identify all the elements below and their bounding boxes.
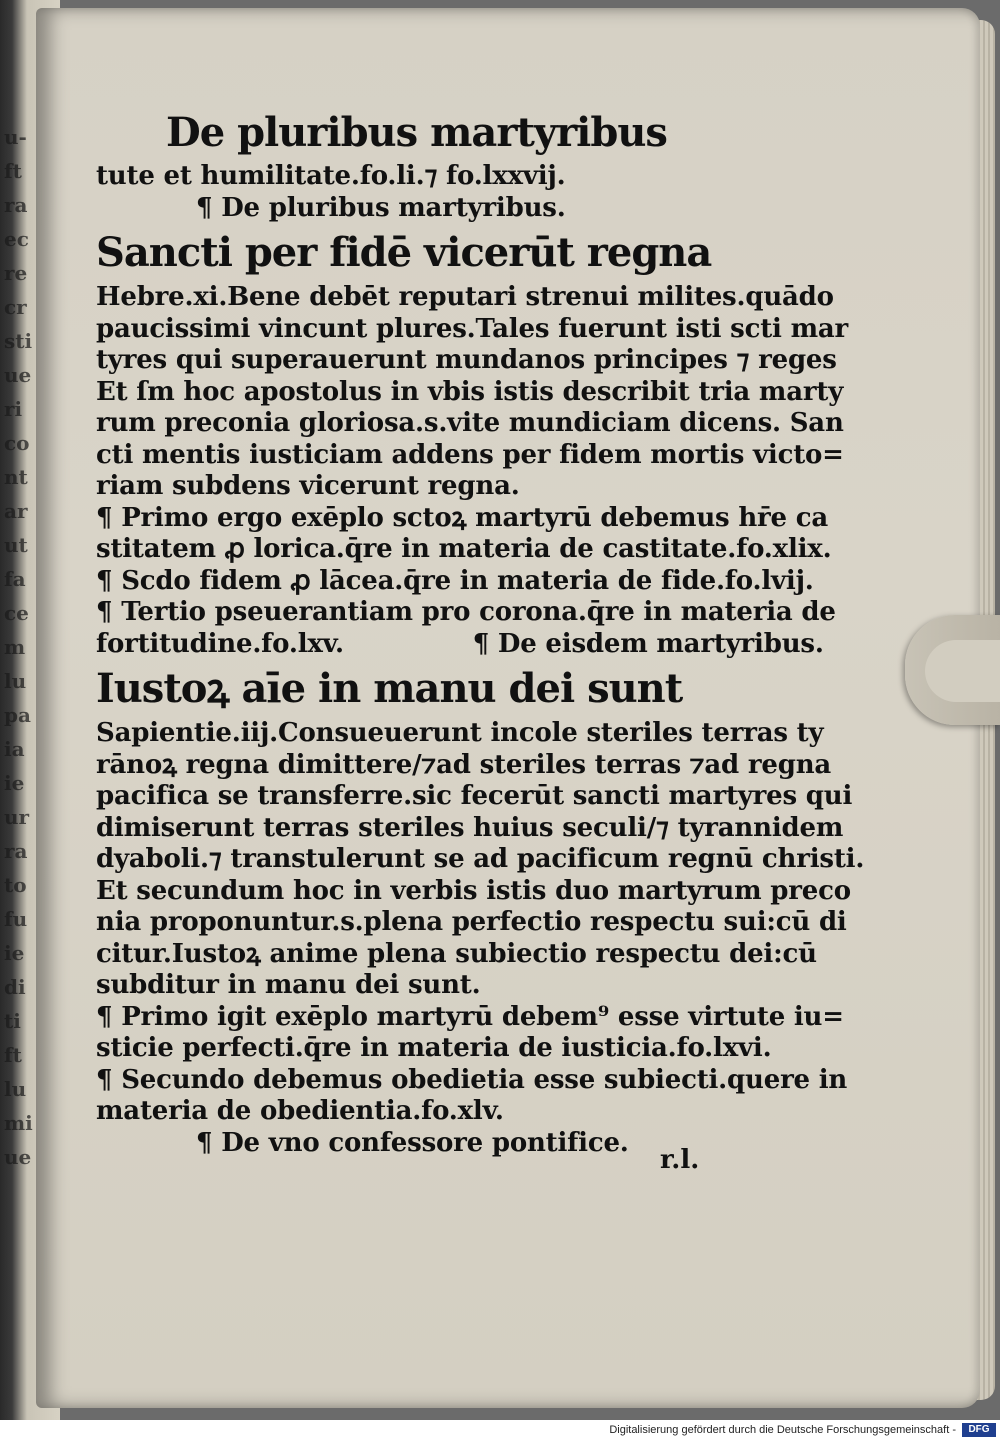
text-line: tyres qui superauerunt mundanos principes ⁊ reges — [96, 345, 837, 375]
text-line — [96, 628, 824, 661]
text-line: tute et humilitate.fo.li.⁊ fo.lxxvij. — [96, 161, 566, 191]
text-line: rānoꝝ regna dimittere/⁊ad steriles terras ⁊ad regna — [96, 749, 832, 780]
footer-bar — [0, 1420, 1000, 1441]
text-line: Hebre.xi.Bene debēt reputari strenui milites.quādo — [96, 282, 834, 312]
text-line: ¶ Tertio pseuerantiam pro corona.q̄re in materia de — [96, 597, 836, 627]
text-line: materia de obedientia.fo.xlv. — [96, 1096, 504, 1126]
text-line: dimiserunt terras steriles huius seculi/⁊ tyrannidem — [96, 812, 844, 843]
section-heading: ¶ De vno confessore pontifice. — [196, 1127, 629, 1158]
text-line: ¶ Primo ergo exēplo sctoꝝ martyrū debemus hr̄e ca — [96, 502, 829, 533]
text-line: Sapientie.iij.Consueuerunt incole steriles terras ty — [96, 718, 824, 748]
text-line-part: fortitudine.fo.lxv. — [96, 628, 344, 659]
book-clasp-inner — [925, 640, 1000, 702]
incipit-heading: Sancti per fidē vicerūt regna — [96, 229, 712, 276]
text-line: dyaboli.⁊ transtulerunt se ad pacificum regnū christi. — [96, 844, 865, 874]
text-line: stitatem ꝓ lorica.q̄re in materia de castitate.fo.xlix. — [96, 534, 832, 564]
text-line: Et ſm hoc apostolus in vbis istis describit tria marty — [96, 376, 844, 407]
page-text — [96, 105, 865, 1159]
text-line: nia proponuntur.s.plena perfectio respectu sui:cū di — [96, 907, 847, 937]
section-heading: ¶ De pluribus martyribus. — [196, 192, 566, 223]
text-line: rum preconia gloriosa.s.vite mundiciam dicens. San — [96, 408, 844, 438]
text-line: ¶ Scdo fidem ꝓ lācea.q̄re in materia de fide.fo.lvij. — [96, 565, 814, 596]
text-line: paucissimi vincunt plures.Tales fuerunt isti scti mar — [96, 313, 849, 344]
section-heading: ¶ De eisdem martyribus. — [472, 628, 824, 659]
text-line: pacifica se transferre.sic fecerūt sancti martyres qui — [96, 781, 853, 811]
left-page-text-fragments: u- ft ra ec re cr sti ue ri co nt ar ut fa ce m lu pa ia ie ur ra to fu ie di ti ft lu mi ue — [4, 125, 33, 1169]
text-line: Et secundum hoc in verbis istis duo martyrum preco — [96, 875, 851, 906]
incipit-heading: Iustoꝝ aīe in manu dei sunt — [96, 665, 683, 712]
text-line: ¶ Primo igit exēplo martyrū debem⁹ esse virtute iu= — [96, 1001, 844, 1032]
text-line: citur.Iustoꝝ anime plena subiectio respectu dei:cū — [96, 938, 817, 969]
text-line: ¶ Secundo debemus obedietia esse subiecti.quere in — [96, 1064, 848, 1095]
dfg-logo[interactable]: DFG — [962, 1423, 996, 1437]
page-heading: De pluribus martyribus — [166, 109, 667, 156]
folio-signature: r.l. — [660, 1145, 700, 1175]
text-line: subditur in manu dei sunt. — [96, 970, 481, 1000]
text-line: cti mentis iusticiam addens per fidem mortis victo= — [96, 439, 844, 470]
text-line: sticie perfecti.q̄re in materia de iusticia.fo.lxvi. — [96, 1033, 772, 1063]
text-line: riam subdens vicerunt regna. — [96, 471, 520, 501]
footer-credit: Digitalisierung gefördert durch die Deutsche Forschungsgemeinschaft - — [609, 1424, 956, 1436]
